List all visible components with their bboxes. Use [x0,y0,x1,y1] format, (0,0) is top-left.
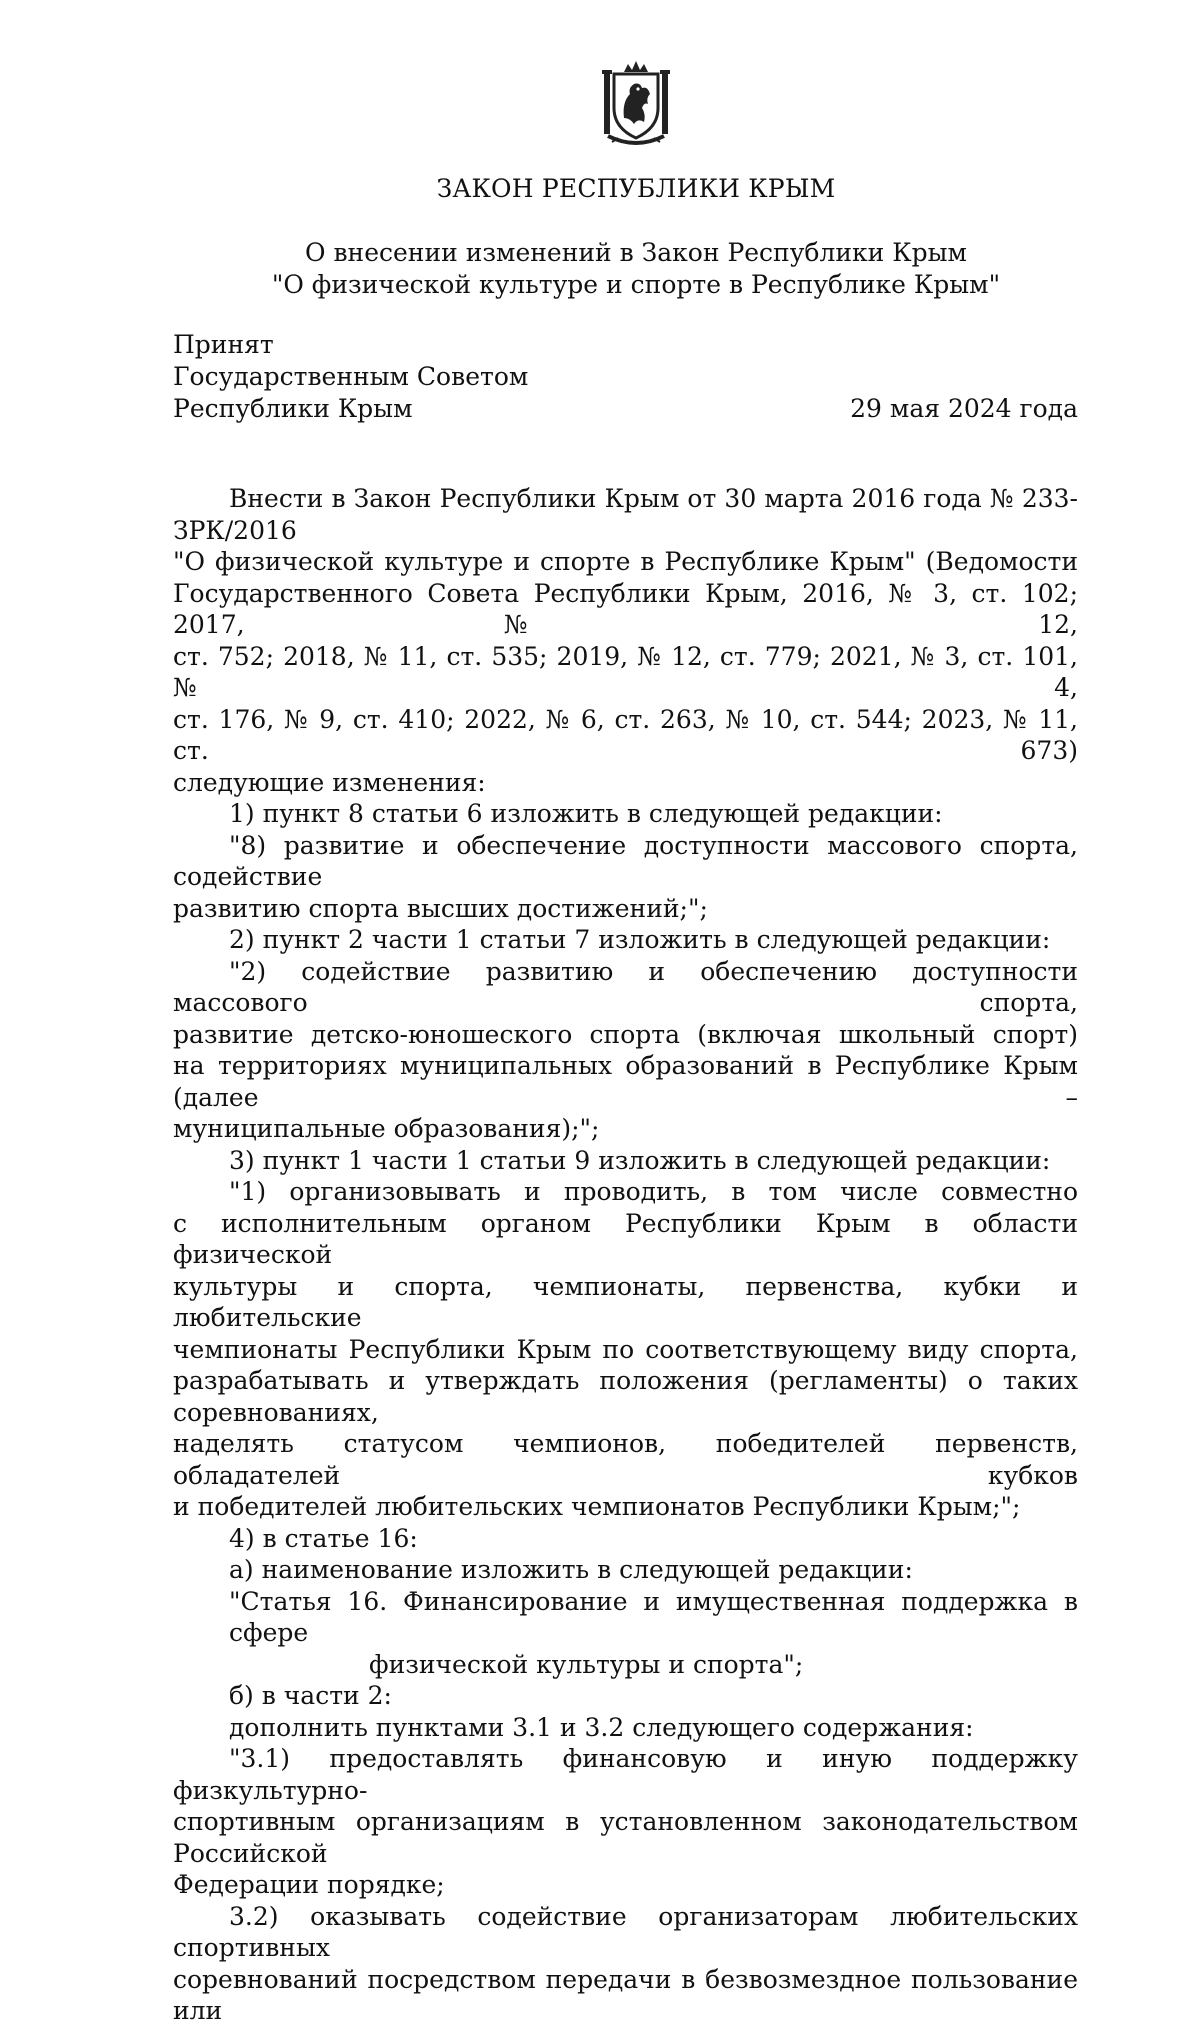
adoption-line3: Республики Крым [173,394,413,423]
item-3: 3) пункт 1 части 1 статьи 9 изложить в следующей редакции: [229,1145,1051,1175]
point-3-1: "3.1) предоставлять финансовую и иную поддержку физкультурно- [173,1744,1078,1805]
item-4a: а) наименование изложить в следующей редакции: [229,1555,913,1584]
item-3-text: "1) организовывать и проводить, в том числе совместно [229,1177,1078,1206]
article-16-title: "Статья 16. Финансирование и имущественная поддержка в сфере [229,1586,1078,1647]
item-3-text: с исполнительным органом Республики Крым в области физической [173,1208,1078,1269]
item-1-text: "8) развитие и обеспечение доступности массового спорта, содействие [173,830,1078,891]
document-title: ЗАКОН РЕСПУБЛИКИ КРЫМ [436,174,836,203]
intro-line: Внести в Закон Республики Крым от 30 марта 2016 года № 233-ЗРК/2016 [173,484,1078,545]
intro-line: Государственного Совета Республики Крым, 2016, № 3, ст. 102; 2017, № 12, [173,578,1078,639]
point-3-1: спортивным организациям в установленном законодательством Российской [173,1807,1078,1868]
item-4b-sub: дополнить пунктами 3.1 и 3.2 следующего содержания: [229,1712,974,1742]
point-3-2: 3.2) оказывать содействие организаторам любительских спортивных [173,1901,1078,1962]
intro-line: ст. 176, № 9, ст. 410; 2022, № 6, ст. 263, № 10, ст. 544; 2023, № 11, ст. 673) [173,704,1078,765]
adoption-date: 29 мая 2024 года [850,394,1078,423]
adoption-line2: Государственным Советом [173,362,529,391]
intro-line: "О физической культуре и спорте в Республике Крым" (Ведомости [173,547,1078,576]
intro-line: ст. 752; 2018, № 11, ст. 535; 2019, № 12, ст. 779; 2021, № 3, ст. 101, № 4, [173,641,1078,702]
document-body [173,483,1078,2027]
crimea-coat-of-arms-icon [598,58,674,148]
intro-line: следующие изменения: [173,767,486,797]
item-4: 4) в статье 16: [229,1523,418,1553]
document-subtitle-line2: "О физической культуре и спорте в Республике Крым" [271,270,1001,299]
item-1-text: развитию спорта высших достижений;"; [173,893,708,923]
point-3-1: Федерации порядке; [173,1870,445,1899]
item-2-text: "2) содействие развитию и обеспечению доступности массового спорта, [173,956,1078,1017]
item-1: 1) пункт 8 статьи 6 изложить в следующей редакции: [229,799,943,828]
item-3-text: наделять статусом чемпионов, победителей первенств, обладателей кубков [173,1429,1078,1490]
item-3-text: чемпионаты Республики Крым по соответствующему виду спорта, [173,1334,1078,1364]
item-3-text: культуры и спорта, чемпионаты, первенства, кубки и любительские [173,1271,1078,1332]
adoption-line1: Принят [173,330,274,359]
article-16-title: физической культуры и спорта"; [369,1649,804,1679]
item-3-text: и победителей любительских чемпионатов Республики Крым;"; [173,1492,1021,1521]
point-3-2: соревнований посредством передачи в безвозмездное пользование или [173,1964,1078,2025]
item-4b: б) в части 2: [229,1681,392,1710]
item-2-text: на территориях муниципальных образований в Республике Крым (далее – [173,1051,1078,1112]
item-3-text: разрабатывать и утверждать положения (регламенты) о таких соревнованиях, [173,1366,1078,1427]
item-2-text: развитие детско-юношеского спорта (включая школьный спорт) [173,1019,1078,1049]
item-2-text: муниципальные образования);"; [173,1114,600,1143]
document-subtitle-line1: О внесении изменений в Закон Республики Крым [305,238,967,267]
item-2: 2) пункт 2 части 1 статьи 7 изложить в следующей редакции: [229,925,1051,954]
